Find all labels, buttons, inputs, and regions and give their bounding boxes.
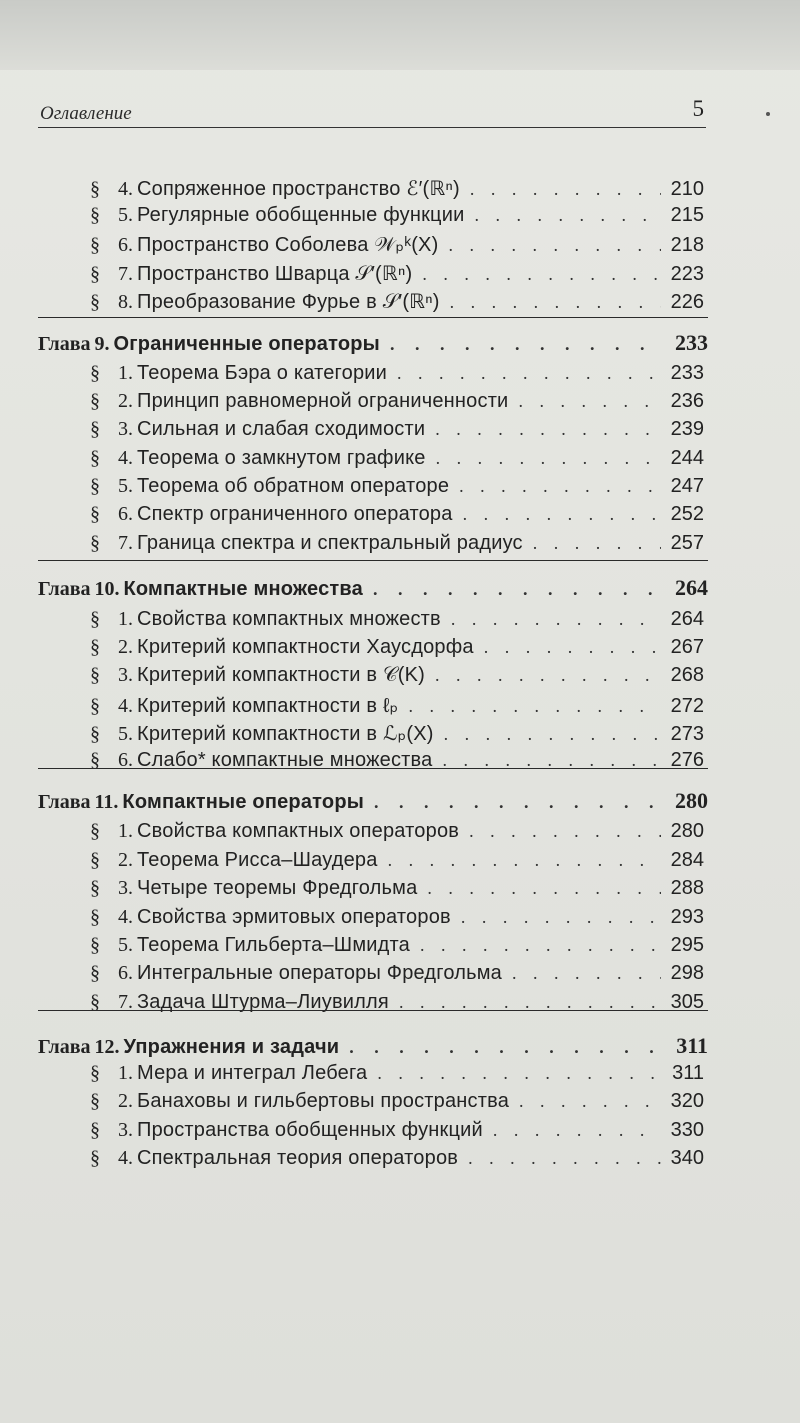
section-page: 257 — [670, 532, 704, 554]
header-page-number: 5 — [692, 96, 704, 121]
leader-dots — [377, 1063, 662, 1084]
chapter-title: Упражнения и задачи — [123, 1036, 340, 1058]
toc-section-row[interactable] — [90, 849, 704, 872]
section-number: 1. — [118, 820, 133, 842]
section-symbol: § — [90, 664, 100, 686]
running-header — [38, 95, 706, 128]
section-number: 2. — [118, 636, 133, 658]
section-symbol: § — [90, 749, 100, 771]
chapter-divider — [38, 560, 708, 561]
chapter-page: 233 — [675, 330, 708, 355]
toc-section-row[interactable] — [90, 475, 704, 498]
leader-dots — [519, 1091, 661, 1112]
leader-dots — [427, 878, 660, 899]
leader-dots — [468, 1148, 661, 1169]
section-number: 2. — [118, 849, 133, 871]
section-page: 330 — [670, 1119, 704, 1141]
leader-dots — [448, 235, 660, 256]
chapter-page: 311 — [676, 1033, 708, 1058]
section-title: Пространства обобщенных функций — [137, 1119, 483, 1141]
section-symbol: § — [90, 291, 100, 313]
leader-dots — [450, 292, 661, 313]
chapter-title: Ограниченные операторы — [113, 333, 380, 355]
leader-dots — [469, 821, 661, 842]
section-title: Банаховы и гильбертовы пространства — [137, 1090, 510, 1112]
toc-section-row[interactable] — [90, 447, 704, 470]
chapter-label: Глава — [38, 333, 91, 355]
section-number: 1. — [118, 1062, 133, 1084]
section-symbol: § — [90, 447, 100, 469]
section-page: 215 — [670, 204, 704, 226]
toc-section-row[interactable] — [90, 390, 704, 413]
section-title: Пространство Шварца 𝒮′(ℝⁿ) — [137, 263, 413, 285]
leader-dots — [474, 205, 660, 226]
section-number: 4. — [118, 695, 133, 717]
section-title: Свойства компактных операторов — [137, 820, 460, 842]
section-number: 1. — [118, 362, 133, 384]
section-number: 3. — [118, 418, 133, 440]
section-page: 340 — [670, 1147, 704, 1169]
section-number: 1. — [118, 608, 133, 630]
toc-section-row[interactable] — [90, 532, 704, 555]
section-symbol: § — [90, 962, 100, 984]
leader-dots — [390, 334, 665, 355]
toc-section-row[interactable] — [90, 934, 704, 957]
section-symbol: § — [90, 877, 100, 899]
section-number: 7. — [118, 991, 133, 1013]
section-title: Слабо* компактные множества — [137, 749, 433, 771]
section-number: 4. — [118, 1147, 133, 1169]
section-symbol: § — [90, 362, 100, 384]
section-symbol: § — [90, 906, 100, 928]
section-symbol: § — [90, 723, 100, 745]
chapter-label: Глава — [38, 791, 91, 813]
leader-dots — [420, 935, 661, 956]
leader-dots — [374, 792, 665, 813]
section-page: 210 — [670, 178, 704, 200]
section-title: Сильная и слабая сходимости — [137, 418, 426, 440]
section-page: 267 — [670, 636, 704, 658]
toc-chapter-row[interactable] — [38, 330, 708, 356]
section-symbol: § — [90, 636, 100, 658]
toc-section-row[interactable] — [90, 362, 704, 385]
section-page: 288 — [670, 877, 704, 899]
section-page: 320 — [670, 1090, 704, 1112]
section-symbol: § — [90, 178, 100, 200]
section-symbol: § — [90, 820, 100, 842]
section-title: Спектр ограниченного оператора — [137, 503, 453, 525]
toc-section-row[interactable] — [90, 820, 704, 843]
section-symbol: § — [90, 1119, 100, 1141]
leader-dots — [451, 609, 661, 630]
section-symbol: § — [90, 390, 100, 412]
section-page: 272 — [670, 695, 704, 717]
chapter-number: 10. — [94, 578, 120, 600]
chapter-page: 264 — [675, 575, 708, 600]
section-number: 3. — [118, 664, 133, 686]
leader-dots — [518, 391, 660, 412]
toc-section-row[interactable] — [90, 906, 704, 929]
section-title: Интегральные операторы Фредгольма — [137, 962, 502, 984]
section-symbol: § — [90, 263, 100, 285]
section-page: 276 — [670, 749, 704, 771]
leader-dots — [463, 504, 661, 525]
section-title: Пространство Соболева 𝒲ₚᵏ(X) — [137, 234, 439, 256]
chapter-number: 11. — [94, 791, 119, 813]
chapter-divider — [38, 1010, 708, 1011]
chapter-title: Компактные операторы — [122, 791, 365, 813]
toc-chapter-row[interactable] — [38, 1033, 708, 1059]
leader-dots — [388, 850, 661, 871]
section-title: Свойства эрмитовых операторов — [137, 906, 451, 928]
section-symbol: § — [90, 475, 100, 497]
section-number: 6. — [118, 234, 133, 256]
section-title: Теорема Гильберта–Шмидта — [137, 934, 410, 956]
chapter-divider — [38, 317, 708, 318]
header-title: Оглавление — [40, 103, 132, 124]
section-title: Задача Штурма–Лиувилля — [137, 991, 389, 1013]
toc-section-row[interactable] — [90, 503, 704, 526]
toc-section-row[interactable] — [90, 289, 704, 314]
section-page: 273 — [670, 723, 704, 745]
section-page: 226 — [670, 291, 704, 313]
section-title: Критерий компактности Хаусдорфа — [137, 636, 474, 658]
section-page: 311 — [672, 1062, 704, 1084]
section-page: 280 — [670, 820, 704, 842]
chapter-page: 280 — [675, 788, 708, 813]
chapter-divider — [38, 768, 708, 769]
leader-dots — [349, 1037, 666, 1058]
chapter-label: Глава — [38, 578, 91, 600]
leader-dots — [461, 907, 661, 928]
chapter-number: 9. — [94, 333, 110, 355]
section-title: Сопряженное пространство ℰ′(ℝⁿ) — [137, 178, 460, 200]
leader-dots — [422, 264, 660, 285]
section-symbol: § — [90, 532, 100, 554]
section-page: 264 — [670, 608, 704, 630]
section-number: 4. — [118, 447, 133, 469]
chapter-label: Глава — [38, 1036, 91, 1058]
section-number: 3. — [118, 877, 133, 899]
toc-section-row[interactable] — [90, 664, 704, 687]
leader-dots — [435, 419, 660, 440]
toc-section-row[interactable] — [90, 608, 704, 631]
section-number: 6. — [118, 962, 133, 984]
section-symbol: § — [90, 234, 100, 256]
section-page: 244 — [670, 447, 704, 469]
toc-section-row[interactable] — [90, 1119, 704, 1142]
toc-section-row[interactable] — [90, 693, 704, 718]
section-page: 239 — [670, 418, 704, 440]
leader-dots — [493, 1120, 661, 1141]
section-symbol: § — [90, 1090, 100, 1112]
section-page: 236 — [670, 390, 704, 412]
section-page: 223 — [670, 263, 704, 285]
section-title: Спектральная теория операторов — [137, 1147, 459, 1169]
section-title: Преобразование Фурье в 𝒮′(ℝⁿ) — [137, 291, 440, 313]
section-symbol: § — [90, 991, 100, 1013]
section-page: 293 — [670, 906, 704, 928]
leader-dots — [459, 476, 660, 497]
leader-dots — [397, 363, 661, 384]
section-symbol: § — [90, 1062, 100, 1084]
section-number: 5. — [118, 475, 133, 497]
section-number: 7. — [118, 532, 133, 554]
section-title: Мера и интеграл Лебега — [137, 1062, 368, 1084]
section-number: 5. — [118, 723, 133, 745]
section-title: Критерий компактности в 𝒞(K) — [137, 664, 426, 686]
toc-chapter-row[interactable] — [38, 788, 708, 814]
toc-section-row[interactable] — [90, 721, 704, 746]
section-page: 298 — [670, 962, 704, 984]
toc-section-row[interactable] — [90, 877, 704, 900]
section-title: Теорема о замкнутом графике — [137, 447, 426, 469]
leader-dots — [470, 179, 661, 200]
toc-section-row[interactable] — [90, 1062, 704, 1085]
section-number: 4. — [118, 178, 133, 200]
section-number: 5. — [118, 204, 133, 226]
section-page: 268 — [670, 664, 704, 686]
section-number: 6. — [118, 503, 133, 525]
section-symbol: § — [90, 418, 100, 440]
section-title: Теорема об обратном операторе — [137, 475, 450, 497]
section-title: Принцип равномерной ограниченности — [137, 390, 509, 412]
leader-dots — [444, 724, 661, 745]
section-symbol: § — [90, 934, 100, 956]
section-number: 6. — [118, 749, 133, 771]
section-number: 3. — [118, 1119, 133, 1141]
toc-chapter-row[interactable] — [38, 575, 708, 601]
leader-dots — [435, 665, 661, 686]
section-symbol: § — [90, 608, 100, 630]
section-title: Граница спектра и спектральный радиус — [137, 532, 523, 554]
chapter-number: 12. — [94, 1036, 120, 1058]
section-page: 284 — [670, 849, 704, 871]
toc-section-row[interactable] — [90, 418, 704, 441]
toc-section-row[interactable] — [90, 204, 704, 227]
section-page: 305 — [670, 991, 704, 1013]
section-title: Четыре теоремы Фредгольма — [137, 877, 418, 899]
toc-section-row[interactable] — [90, 636, 704, 659]
chapter-title: Компактные множества — [123, 578, 363, 600]
toc-section-row[interactable] — [90, 1090, 704, 1113]
section-title: Критерий компактности в ℒₚ(X) — [137, 723, 434, 745]
section-page: 218 — [670, 234, 704, 256]
leader-dots — [373, 579, 665, 600]
section-symbol: § — [90, 204, 100, 226]
section-page: 247 — [670, 475, 704, 497]
leader-dots — [484, 637, 661, 658]
section-page: 252 — [670, 503, 704, 525]
leader-dots — [533, 533, 661, 554]
toc-section-row[interactable] — [90, 232, 704, 257]
section-number: 7. — [118, 263, 133, 285]
section-title: Критерий компактности в ℓₚ — [137, 695, 399, 717]
leader-dots — [436, 448, 661, 469]
section-page: 295 — [670, 934, 704, 956]
toc-section-row[interactable] — [90, 1147, 704, 1170]
section-title: Теорема Рисса–Шаудера — [137, 849, 378, 871]
toc-section-row[interactable] — [90, 176, 704, 201]
leader-dots — [512, 963, 661, 984]
section-number: 2. — [118, 390, 133, 412]
section-symbol: § — [90, 695, 100, 717]
leader-dots — [408, 696, 660, 717]
page-speck — [766, 112, 770, 116]
section-title: Свойства компактных множеств — [137, 608, 441, 630]
section-number: 8. — [118, 291, 133, 313]
section-symbol: § — [90, 849, 100, 871]
section-symbol: § — [90, 1147, 100, 1169]
section-title: Теорема Бэра о категории — [137, 362, 388, 384]
section-title: Регулярные обобщенные функции — [137, 204, 465, 226]
section-symbol: § — [90, 503, 100, 525]
toc-section-row[interactable] — [90, 261, 704, 286]
section-number: 5. — [118, 934, 133, 956]
section-number: 4. — [118, 906, 133, 928]
section-page: 233 — [670, 362, 704, 384]
toc-section-row[interactable] — [90, 962, 704, 985]
section-number: 2. — [118, 1090, 133, 1112]
